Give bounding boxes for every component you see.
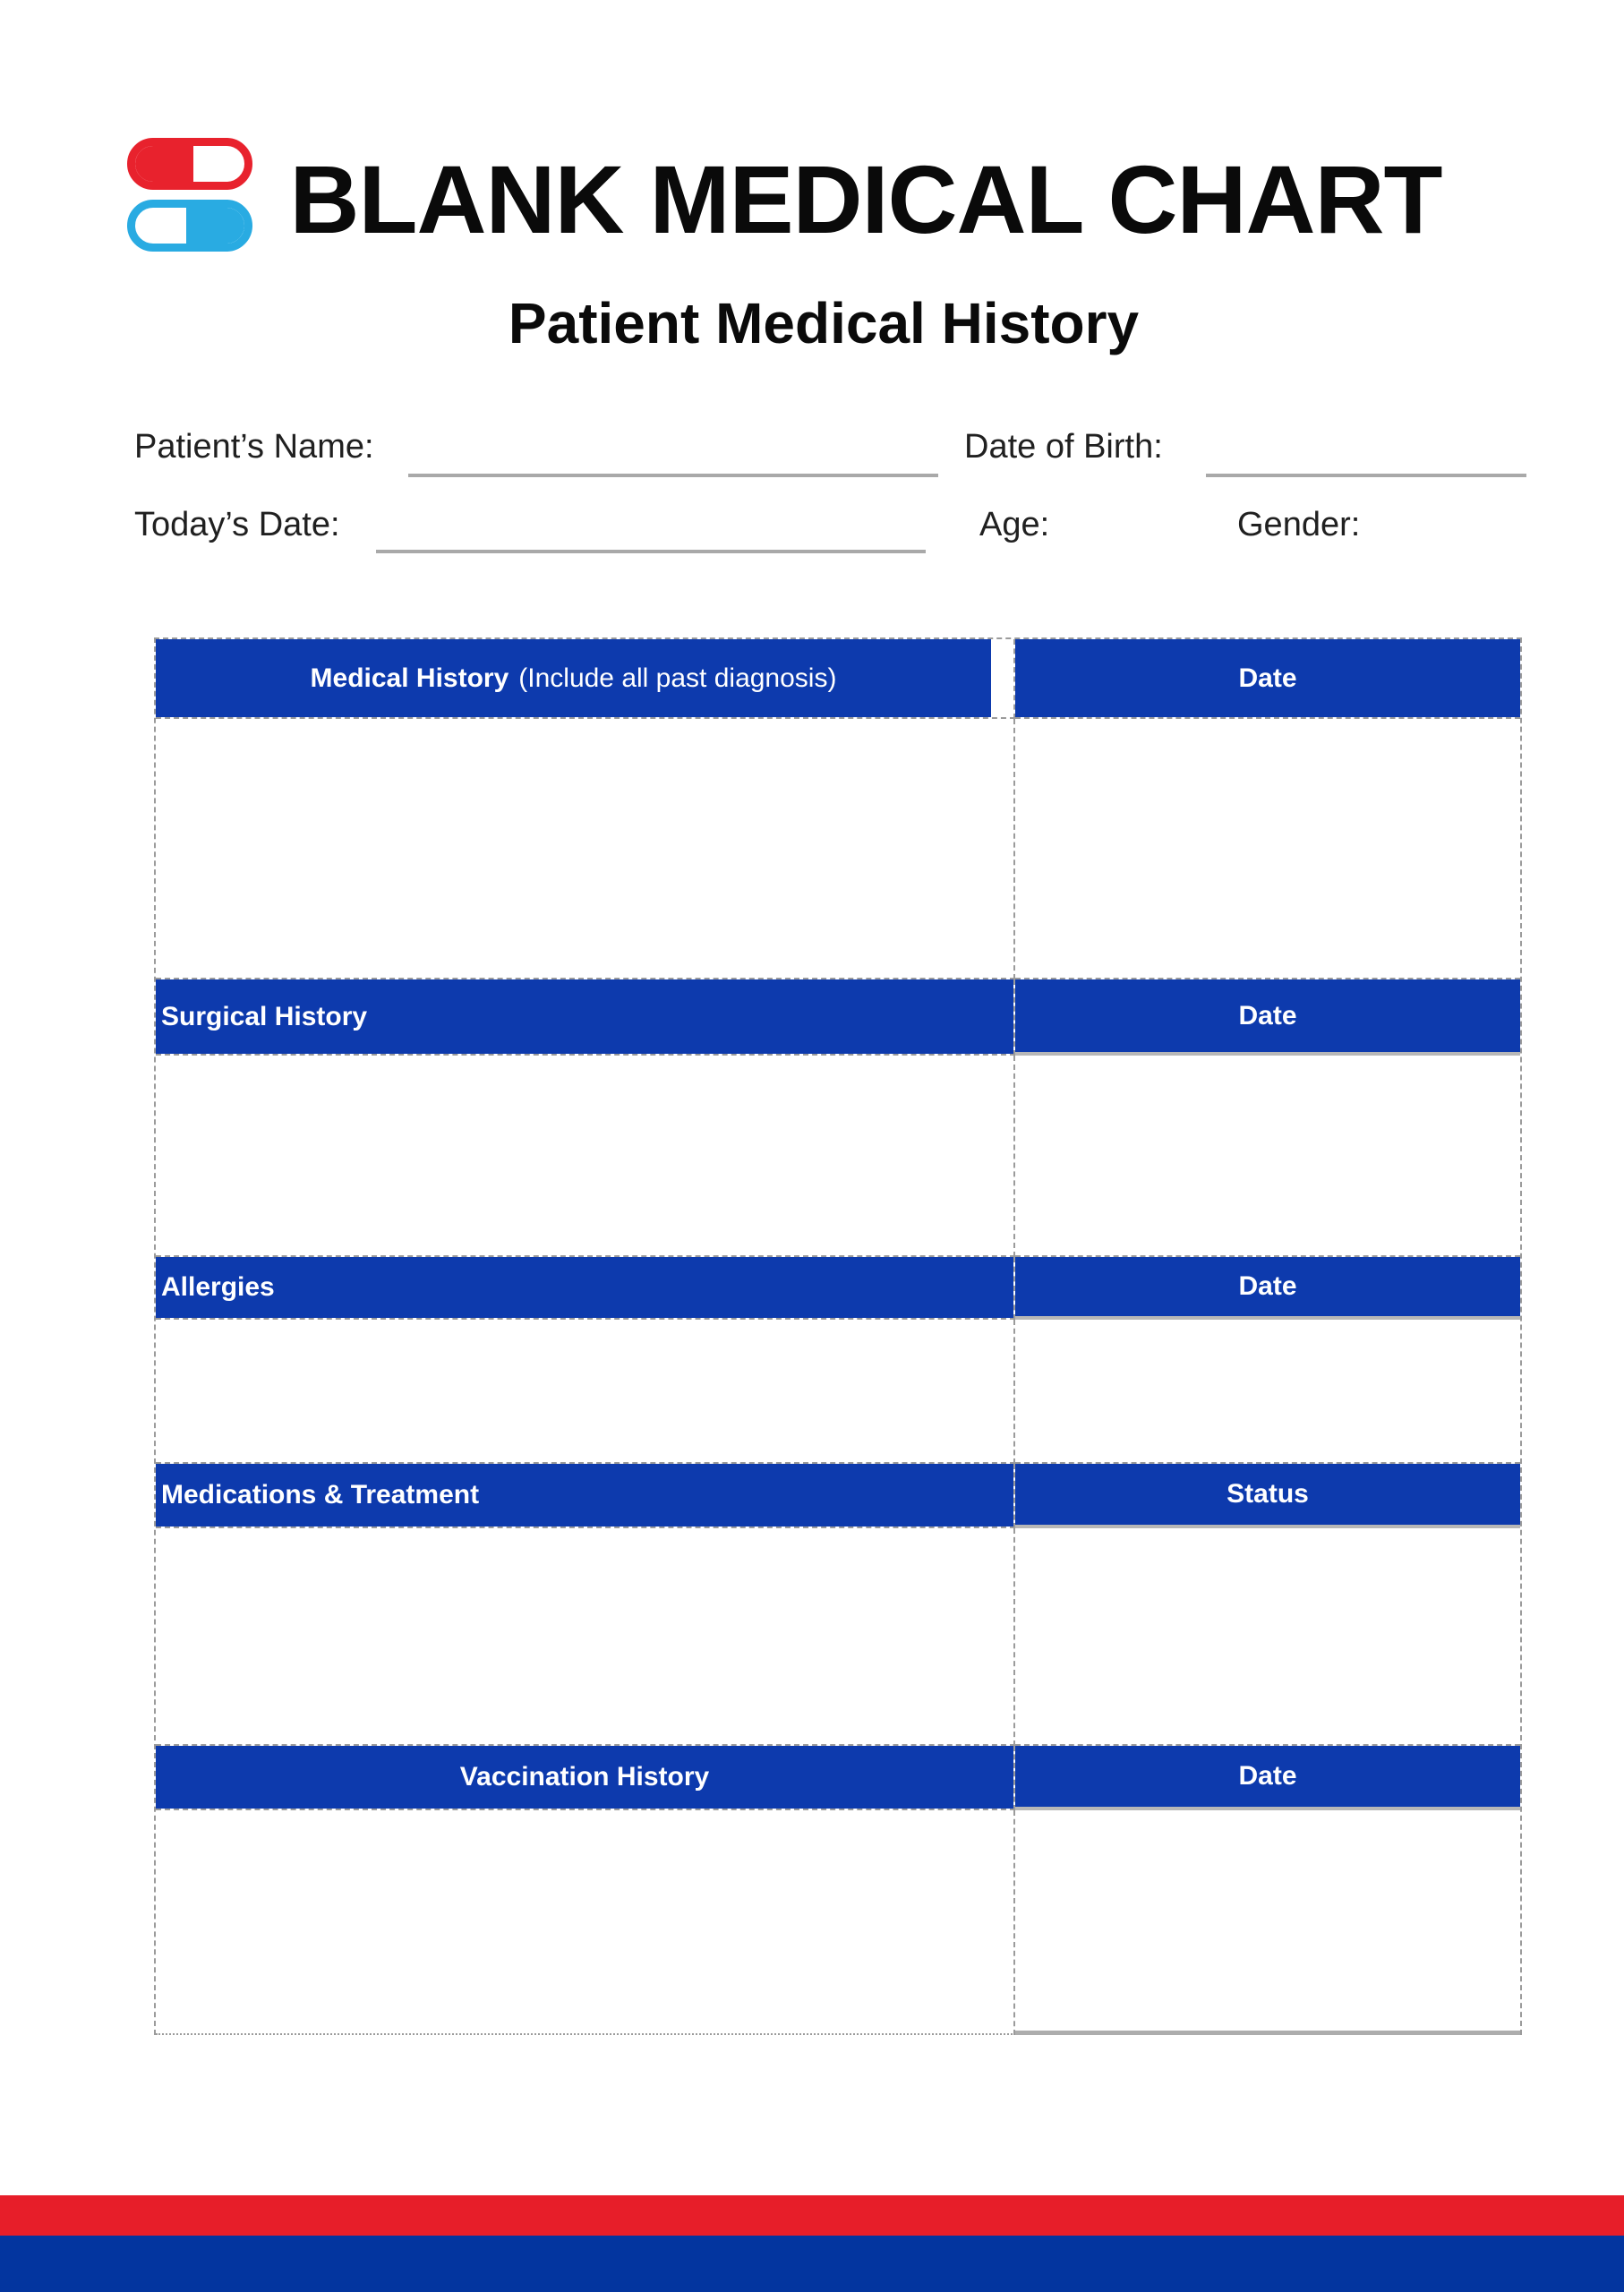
- date-of-birth-input[interactable]: [1206, 474, 1526, 477]
- medical-history-table: [154, 637, 1522, 2035]
- allergies-header-row: [156, 1257, 1520, 1320]
- footer-blue-bar: [0, 2236, 1624, 2292]
- age-label: Age:: [979, 506, 1050, 543]
- section-note: (Include all past diagnosis): [518, 663, 837, 693]
- section-title: Surgical History: [161, 1001, 368, 1031]
- medical-history-entry-area[interactable]: [156, 719, 1015, 979]
- section-title: Medications & Treatment: [161, 1480, 480, 1509]
- vaccination-date-area[interactable]: [1015, 1810, 1520, 2035]
- medical-history-header-row: [156, 639, 1520, 719]
- allergies-header: [156, 1257, 1013, 1318]
- allergies-entry-area[interactable]: [156, 1320, 1015, 1464]
- surgical-history-entry-area[interactable]: [156, 1056, 1015, 1257]
- section-title: Medical History: [310, 663, 509, 693]
- medical-history-entries-row: [156, 719, 1520, 979]
- surgical-history-date-area[interactable]: [1015, 1056, 1520, 1257]
- medications-status-area[interactable]: [1015, 1528, 1520, 1746]
- section-title: Allergies: [161, 1272, 275, 1302]
- surgical-history-entries-row: [156, 1056, 1520, 1257]
- date-column-header: Date: [1015, 1257, 1520, 1316]
- page-subtitle: Patient Medical History: [508, 291, 1140, 355]
- date-column-header: Date: [1015, 979, 1520, 1052]
- medications-treatment-header: [156, 1464, 1013, 1527]
- patient-name-input[interactable]: [408, 474, 938, 477]
- vaccination-history-header-row: [156, 1746, 1520, 1810]
- gender-label: Gender:: [1237, 506, 1361, 543]
- medications-entries-row: [156, 1528, 1520, 1746]
- date-of-birth-label: Date of Birth:: [964, 428, 1163, 466]
- medications-entry-area[interactable]: [156, 1528, 1015, 1746]
- allergies-entries-row: [156, 1320, 1520, 1464]
- medical-history-header: [156, 639, 991, 717]
- todays-date-input[interactable]: [376, 550, 926, 553]
- vaccination-history-header: [156, 1746, 1013, 1809]
- date-column-header: Date: [1015, 1746, 1520, 1807]
- status-column-header: Status: [1015, 1464, 1520, 1525]
- allergies-date-area[interactable]: [1015, 1320, 1520, 1464]
- surgical-history-header: [156, 979, 1013, 1054]
- vaccination-entry-area[interactable]: [156, 1810, 1015, 2035]
- vaccination-entries-row: [156, 1810, 1520, 2035]
- page-title: BLANK MEDICAL CHART: [289, 145, 1442, 253]
- patient-name-label: Patient’s Name:: [134, 428, 374, 466]
- todays-date-label: Today’s Date:: [134, 506, 340, 543]
- date-column-header: Date: [1015, 639, 1520, 717]
- section-title: Vaccination History: [459, 1762, 710, 1792]
- medications-header-row: [156, 1464, 1520, 1528]
- medical-history-date-area[interactable]: [1015, 719, 1520, 979]
- footer-red-bar: [0, 2195, 1624, 2236]
- surgical-history-header-row: [156, 979, 1520, 1056]
